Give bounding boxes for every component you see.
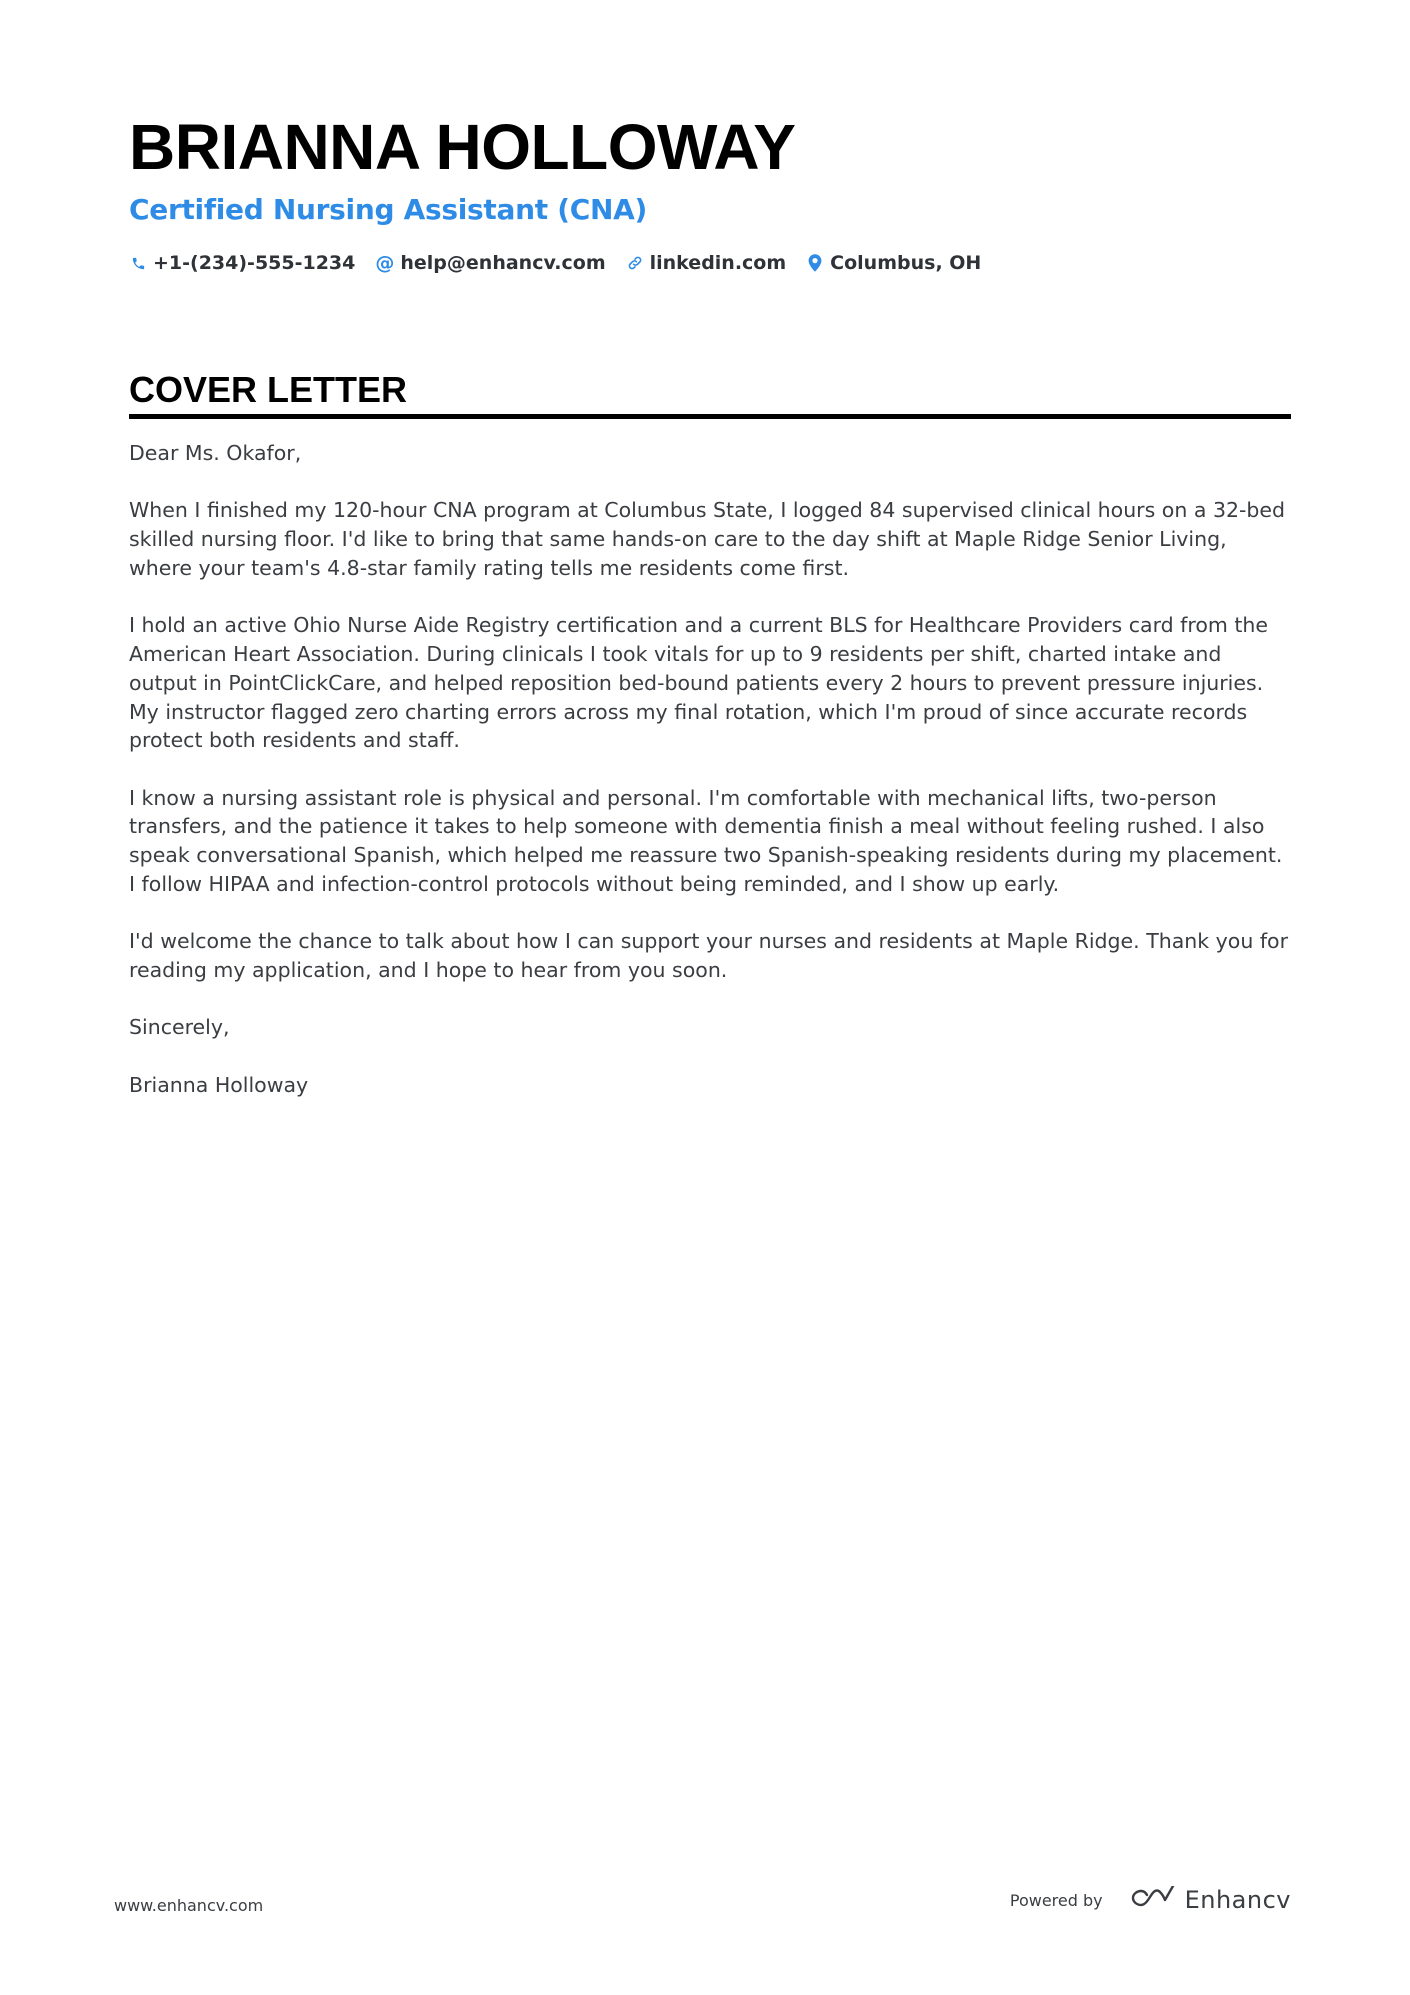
letter-closing: Sincerely, (129, 1015, 230, 1040)
location-text: Columbus, OH (830, 252, 982, 274)
linkedin-text[interactable]: linkedin.com (649, 252, 787, 274)
letter-paragraph: I hold an active Ohio Nurse Aide Registry certification and a current BLS for Healthcare Providers card from the American Heart Association. During clinicals I took vitals for up to 9 residents per shift, charted intake and output in PointClickCare, and helped reposition bed-bound patients every 2 hours to prevent pressure injuries. My instructor flagged zero charting errors across my final rotation, which I'm proud of since accurate records protect both residents and staff. (129, 613, 1269, 753)
email-text[interactable]: help@enhancv.com (400, 252, 606, 274)
footer-branding (1010, 1886, 1291, 1914)
cover-letter-section (129, 368, 1291, 1128)
link-icon (626, 253, 644, 273)
letter-body (129, 439, 1291, 1100)
letter-signature: Brianna Holloway (129, 1072, 309, 1097)
phone-text: +1-(234)-555-1234 (153, 252, 356, 274)
enhancv-logo-icon (1129, 1886, 1175, 1914)
contact-info (129, 252, 1289, 274)
contact-linkedin[interactable] (626, 252, 787, 274)
contact-location (806, 252, 981, 274)
header (129, 112, 1289, 274)
section-title: COVER LETTER (129, 369, 408, 410)
enhancv-logo[interactable] (1129, 1886, 1291, 1914)
letter-paragraph: I'd welcome the chance to talk about how I can support your nurses and residents at Maple Ridge. Thank you for reading my application, and I hope to hear from you soon. (129, 929, 1289, 983)
powered-by-text: Powered by (1009, 1890, 1103, 1910)
section-divider (129, 414, 1291, 419)
footer-website[interactable]: www.enhancv.com (114, 1896, 264, 1915)
letter-paragraph: When I finished my 120-hour CNA program at Columbus State, I logged 84 supervised clinical hours on a 32-bed skilled nursing floor. I'd like to bring that same hands-on care to the day shift at Maple Ridge Senior Living, where your team's 4.8-star family rating tells me residents come first. (129, 498, 1286, 580)
letter-greeting: Dear Ms. Okafor, (129, 441, 302, 465)
contact-phone (129, 252, 355, 274)
contact-email[interactable] (375, 252, 605, 274)
location-pin-icon (806, 253, 824, 273)
at-icon: @ (375, 252, 395, 274)
brand-name: Enhancv (1184, 1886, 1291, 1914)
phone-icon (129, 253, 147, 273)
letter-paragraph: I know a nursing assistant role is physical and personal. I'm comfortable with mechanical lifts, two-person transfers, and the patience it takes to help someone with dementia finish a meal without feeling rushed. I also speak conversational Spanish, which helped me reassure two Spanish-speaking residents during my placement. I follow HIPAA and infection-control protocols without being reminded, and I show up early. (129, 785, 1283, 897)
job-title: Certified Nursing Assistant (CNA) (129, 193, 648, 226)
applicant-name: BRIANNA HOLLOWAY (129, 111, 796, 183)
